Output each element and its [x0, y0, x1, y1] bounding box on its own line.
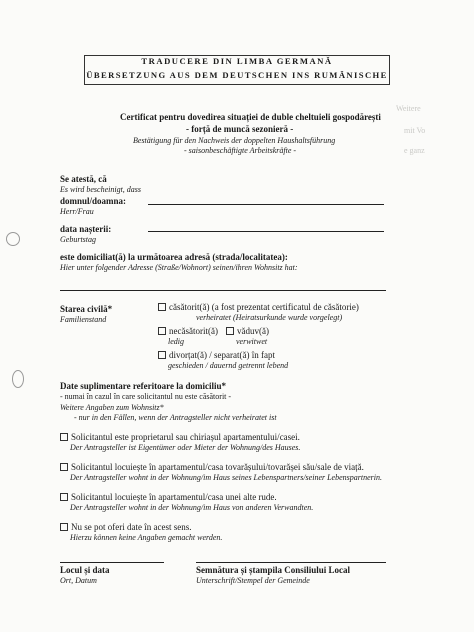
divorced-checkbox[interactable] — [158, 351, 166, 359]
certificate-title-de-2: - saisonbeschäftigte Arbeitskräfte - — [184, 146, 297, 155]
bleed-through-mark: Weitere — [396, 104, 421, 113]
translation-title-de: ÜBERSETZUNG AUS DEM DEUTSCHEN INS RUMÄNISCHE — [86, 70, 388, 80]
person-label-de: Herr/Frau — [60, 207, 94, 216]
signature-label-de: Unterschrift/Stempel der Gemeinde — [196, 576, 310, 585]
none-checkbox[interactable] — [60, 523, 68, 531]
place-date-label-ro: Locul și data — [60, 565, 110, 575]
certificate-title-ro-1: Certificat pentru dovedirea situației de duble cheltuieli gospodărești — [120, 112, 381, 122]
married-checkbox[interactable] — [158, 303, 166, 311]
person-name-field[interactable] — [148, 204, 384, 205]
partner-checkbox[interactable] — [60, 463, 68, 471]
civil-option-single[interactable]: necăsătorit(ă) — [158, 326, 218, 336]
bleed-through-mark: e ganz — [404, 146, 425, 155]
civil-option-married-de: verheiratet (Heiratsurkunde wurde vorgelegt) — [196, 313, 343, 322]
additional-option-partner-de: Der Antragsteller wohnt in der Wohnung/im Haus seines Lebenspartners/seiner Lebenspartnerin. — [70, 473, 382, 482]
birth-date-field[interactable] — [148, 231, 384, 232]
civil-option-married[interactable]: căsătorit(ă) (a fost prezentat certificatul de căsătorie) — [158, 302, 359, 312]
signature-label-ro: Semnătura și ștampila Consiliului Local — [196, 565, 351, 575]
additional-option-owner[interactable]: Solicitantul este proprietarul sau chiriașul apartamentului/casei. — [60, 432, 300, 442]
additional-note-ro: - numai în cazul în care solicitantul nu este căsătorit - — [60, 392, 232, 401]
translation-title-ro: TRADUCERE DIN LIMBA GERMANĂ — [141, 56, 333, 66]
place-date-line[interactable] — [60, 562, 164, 563]
additional-label-de: Weitere Angaben zum Wohnsitz* — [60, 403, 164, 412]
additional-option-relative-de: Der Antragsteller wohnt in der Wohnung/im Haus von anderen Verwandten. — [70, 503, 314, 512]
address-label-ro: este domiciliat(ă) la următoarea adresă (strada/localitatea): — [60, 252, 288, 262]
civil-option-widowed[interactable]: văduv(ă) — [226, 326, 269, 336]
civil-option-divorced-de: geschieden / dauernd getrennt lebend — [168, 361, 289, 370]
signature-line[interactable] — [196, 562, 386, 563]
birth-label-de: Geburtstag — [60, 235, 96, 244]
additional-note-de: - nur in den Fällen, wenn der Antragsteller nicht verheiratet ist — [74, 413, 277, 422]
attest-label-de: Es wird bescheinigt, dass — [60, 185, 142, 194]
additional-option-none-de: Hierzu können keine Angaben gemacht werden. — [70, 533, 223, 542]
single-checkbox[interactable] — [158, 327, 166, 335]
bleed-through-mark: mit Vo — [404, 126, 426, 135]
additional-option-relative[interactable]: Solicitantul locuiește în apartamentul/casa unei alte rude. — [60, 492, 277, 502]
additional-label-ro: Date suplimentare referitoare la domiciliu* — [60, 381, 226, 391]
civil-status-label-de: Familienstand — [60, 315, 107, 324]
address-label-de: Hier unter folgender Adresse (Straße/Wohnort) seinen/ihren Wohnsitz hat: — [60, 263, 298, 272]
relative-checkbox[interactable] — [60, 493, 68, 501]
birth-label-ro: data nașterii: — [60, 224, 112, 234]
attest-label-ro: Se atestă, că — [60, 174, 107, 184]
additional-option-partner[interactable]: Solicitantul locuiește în apartamentul/casa tovarășului/tovarășei său/sale de viață. — [60, 462, 364, 472]
owner-checkbox[interactable] — [60, 433, 68, 441]
punch-hole-mark — [6, 232, 20, 246]
civil-status-label-ro: Starea civilă* — [60, 304, 113, 314]
widowed-checkbox[interactable] — [226, 327, 234, 335]
civil-option-single-de: ledig — [168, 337, 184, 346]
place-date-label-de: Ort, Datum — [60, 576, 97, 585]
certificate-title-de-1: Bestätigung für den Nachweis der doppelten Haushaltsführung — [133, 136, 336, 145]
additional-option-none[interactable]: Nu se pot oferi date în acest sens. — [60, 522, 191, 532]
civil-option-widowed-de: verwitwet — [236, 337, 268, 346]
address-field[interactable] — [60, 290, 386, 291]
civil-option-divorced[interactable]: divorțat(ă) / separat(ă) în fapt — [158, 350, 275, 360]
certificate-title-ro-2: - forță de muncă sezonieră - — [186, 124, 294, 134]
punch-hole-mark — [12, 370, 24, 388]
additional-option-owner-de: Der Antragsteller ist Eigentümer oder Mieter der Wohnung/des Hauses. — [70, 443, 301, 452]
person-label-ro: domnul/doamna: — [60, 196, 127, 206]
